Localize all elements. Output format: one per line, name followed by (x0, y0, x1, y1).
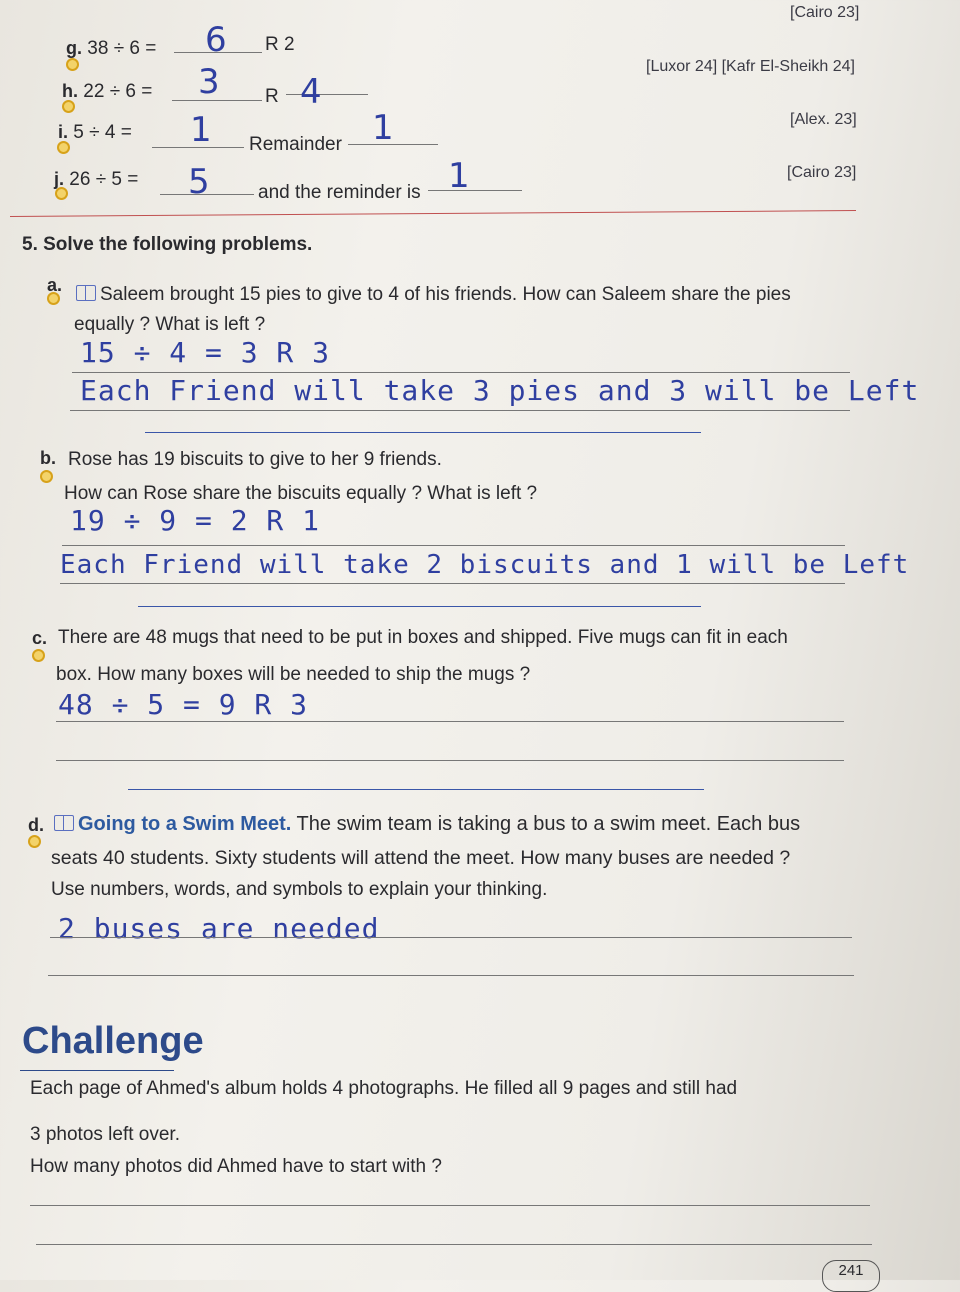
challenge-text: 3 photos left over. (30, 1124, 180, 1145)
challenge-text: Each page of Ahmed's album holds 4 photographs. He filled all 9 pages and still had (30, 1078, 738, 1099)
answer-line (138, 606, 701, 607)
question-g (66, 38, 156, 60)
difficulty-dot (32, 649, 45, 662)
question-letter: a. (47, 275, 63, 295)
handwritten-answer: 5 (188, 162, 210, 202)
question-h (62, 81, 152, 103)
source-tag-h: [Luxor 24] [Kafr El-Sheikh 24] (646, 58, 855, 75)
handwritten-remainder: 1 (372, 108, 394, 148)
problem-text: How can Rose share the biscuits equally ? What is left ? (64, 483, 538, 504)
question-i (58, 122, 132, 144)
remainder-label: R 2 (265, 34, 295, 55)
challenge-text: How many photos did Ahmed have to start with ? (30, 1156, 442, 1177)
answer-line (72, 372, 850, 373)
handwritten-answer: 19 ÷ 9 = 2 R 1 (70, 504, 321, 537)
problem-text: Saleem brought 15 pies to give to 4 of his friends. How can Saleem share the pies (76, 284, 791, 306)
question-expression: 5 ÷ 4 = (73, 122, 132, 143)
question-expression: 38 ÷ 6 = (87, 38, 157, 59)
challenge-title: Challenge (22, 1020, 204, 1062)
answer-line (36, 1244, 872, 1245)
book-icon (54, 815, 74, 831)
answer-line (145, 432, 701, 433)
problem-text: equally ? What is left ? (74, 314, 266, 335)
question-letter: i. (58, 122, 69, 142)
remainder-label: Remainder (249, 134, 342, 155)
section-divider (10, 210, 856, 217)
handwritten-answer: 2 buses are needed (58, 912, 380, 945)
handwritten-remainder: 4 (300, 72, 322, 112)
problem-text: There are 48 mugs that need to be put in boxes and shipped. Five mugs can fit in each (58, 627, 788, 648)
book-icon (76, 285, 96, 301)
question-letter: b. (40, 448, 56, 468)
handwritten-answer: 3 (198, 62, 220, 102)
answer-line (30, 1205, 870, 1206)
question-letter: h. (62, 81, 78, 101)
difficulty-dot (40, 470, 53, 483)
handwritten-answer: Each Friend will take 2 biscuits and 1 will be Left (60, 550, 910, 580)
problem-text: Use numbers, words, and symbols to explain your thinking. (51, 879, 548, 900)
answer-line (428, 190, 522, 191)
question-expression: 22 ÷ 6 = (83, 81, 153, 102)
handwritten-answer: 6 (205, 20, 227, 60)
source-tag-i: [Alex. 23] (790, 111, 857, 128)
problem-text: Rose has 19 biscuits to give to her 9 friends. (68, 449, 442, 470)
handwritten-remainder: 1 (448, 156, 470, 196)
answer-line (50, 937, 852, 938)
answer-line (48, 975, 854, 976)
question-letter: c. (32, 628, 48, 648)
page-number: 241 (822, 1260, 880, 1292)
answer-line (56, 760, 844, 761)
question-expression: 26 ÷ 5 = (69, 169, 139, 190)
section-title: 5. Solve the following problems. (22, 234, 313, 255)
answer-line (70, 410, 850, 411)
answer-line (286, 94, 368, 95)
answer-line (56, 721, 844, 722)
answer-line (128, 789, 704, 790)
problem-text: Going to a Swim Meet. The swim team is taking a bus to a swim meet. Each bus (54, 813, 800, 836)
remainder-label: and the reminder is (258, 182, 421, 203)
answer-line (62, 545, 845, 546)
problem-title: Going to a Swim Meet. (78, 813, 292, 835)
remainder-label: R (265, 86, 279, 107)
handwritten-answer: 1 (190, 110, 212, 150)
challenge-underline (20, 1070, 174, 1071)
question-letter: d. (28, 815, 44, 835)
handwritten-answer: 15 ÷ 4 = 3 R 3 (80, 336, 331, 369)
answer-line (60, 583, 845, 584)
difficulty-dot (28, 835, 41, 848)
handwritten-answer: 48 ÷ 5 = 9 R 3 (58, 688, 309, 721)
handwritten-answer: Each Friend will take 3 pies and 3 will be Left (80, 374, 920, 407)
question-letter: j. (54, 169, 65, 189)
source-tag-g: [Cairo 23] (790, 4, 860, 21)
question-j (54, 169, 138, 191)
question-letter: g. (66, 38, 82, 58)
problem-text: box. How many boxes will be needed to ship the mugs ? (56, 664, 531, 685)
source-tag-j: [Cairo 23] (787, 164, 857, 181)
problem-text: seats 40 students. Sixty students will attend the meet. How many buses are needed ? (51, 847, 791, 869)
